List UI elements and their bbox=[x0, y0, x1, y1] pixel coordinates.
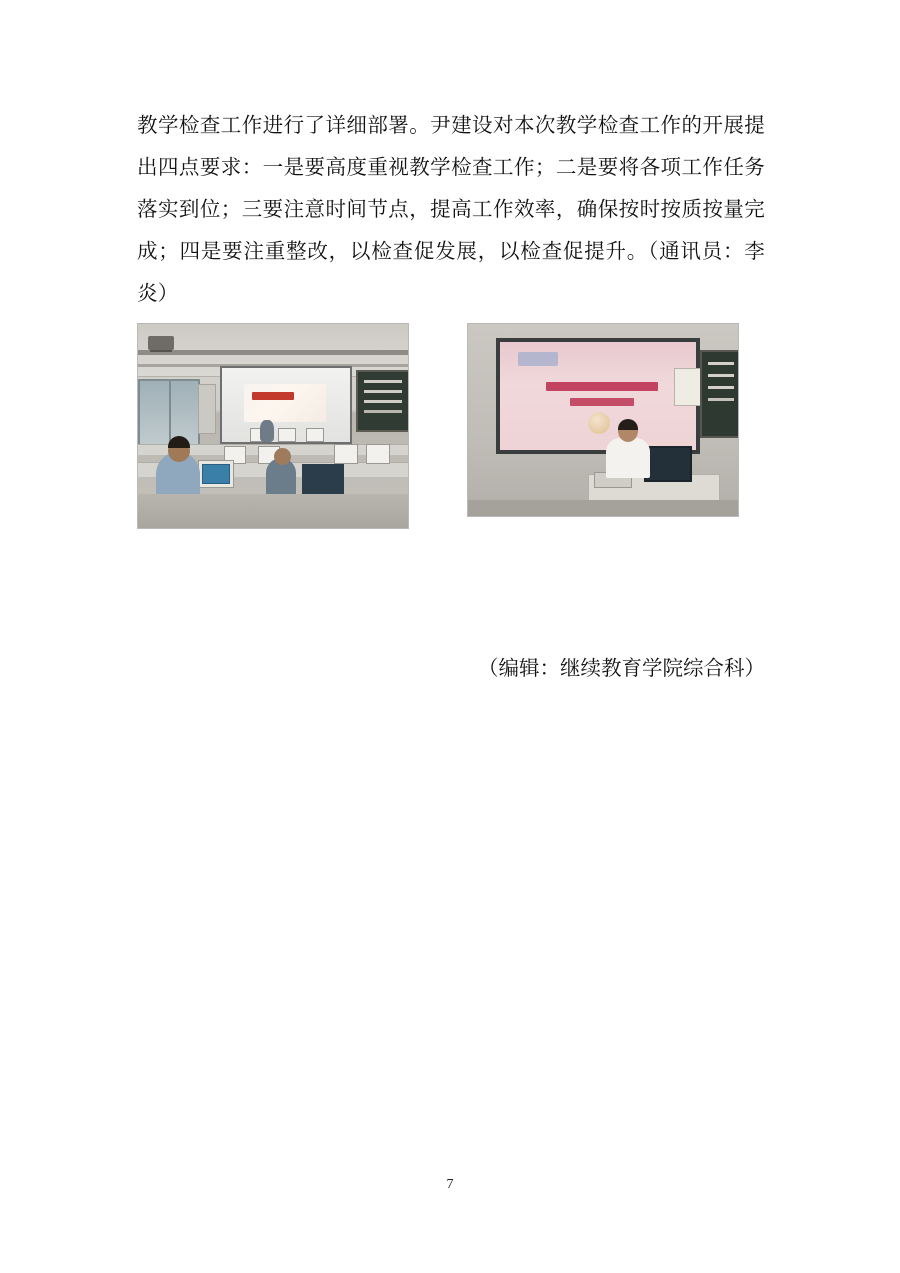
floor bbox=[468, 500, 738, 516]
monitor bbox=[644, 446, 692, 482]
monitor bbox=[306, 428, 324, 442]
monitor bbox=[278, 428, 296, 442]
screen-title-text bbox=[546, 382, 658, 391]
article-body bbox=[137, 105, 765, 315]
screen-subtitle-text bbox=[570, 398, 634, 406]
monitor bbox=[334, 444, 358, 464]
photo-speaker bbox=[468, 324, 738, 516]
screen-logo bbox=[518, 352, 558, 366]
photo-classroom bbox=[138, 324, 408, 528]
blackboard bbox=[700, 350, 739, 438]
speaker-body bbox=[606, 438, 650, 478]
monitor-screen-blue bbox=[202, 464, 230, 484]
projection-screen bbox=[496, 338, 700, 454]
figure-right bbox=[467, 323, 739, 517]
projector-icon bbox=[148, 336, 174, 350]
body-paragraph: 教学检查工作进行了详细部署。尹建设对本次教学检查工作的开展提出四点要求：一是要高度重视教学检查工作；二是要将各项工作任务落实到位；三要注意时间节点，提高工作效率，确保按时按质按量完成；四是要注重整改，以检查促发展，以检查促提升。（通讯员：李炎） bbox=[137, 115, 765, 305]
seated-person bbox=[260, 420, 274, 442]
wall-poster bbox=[198, 384, 216, 434]
monitor bbox=[366, 444, 390, 464]
editor-note: （编辑：继续教育学院综合科） bbox=[478, 658, 765, 680]
figure-row bbox=[137, 323, 765, 529]
figure-left bbox=[137, 323, 409, 529]
monitor-dark bbox=[302, 464, 344, 498]
screen-title-bar bbox=[252, 392, 294, 400]
screen-emblem bbox=[588, 412, 610, 434]
page-number: 7 bbox=[446, 1177, 454, 1192]
ceiling-beam bbox=[138, 350, 409, 355]
floor bbox=[138, 494, 408, 528]
person-head bbox=[274, 448, 291, 465]
screen-image bbox=[244, 384, 326, 422]
blackboard bbox=[356, 370, 409, 432]
wall-poster bbox=[674, 368, 702, 406]
